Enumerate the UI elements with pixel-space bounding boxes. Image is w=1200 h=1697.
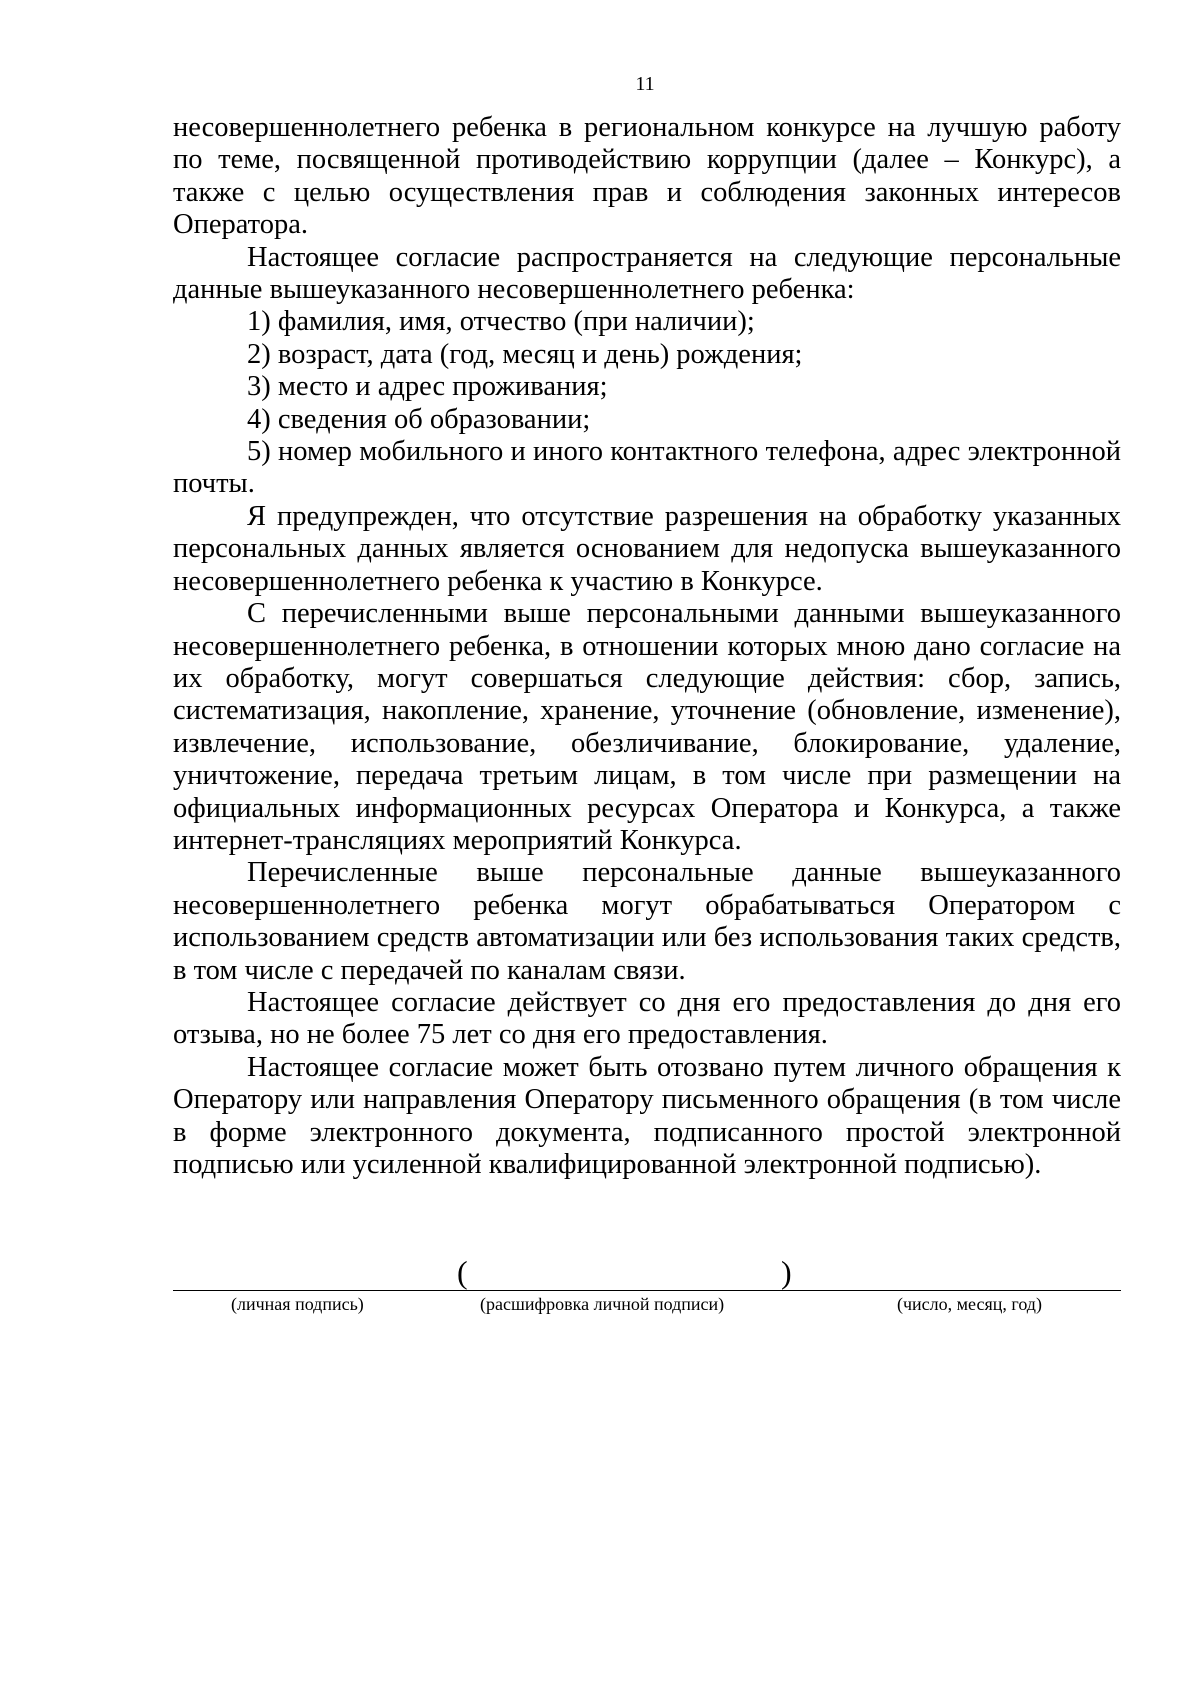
signature-line	[173, 1290, 1121, 1291]
paragraph-revocation: Настоящее согласие может быть отозвано путем личного обращения к Оператору или направления Оператору письменного обращения (в том числе в форме электронного документа, подписанного простой электронной подписью или усиленной квалифицированной электронной подписью).	[173, 1051, 1121, 1180]
transcript-close-paren: )	[781, 1254, 792, 1290]
signature-block	[173, 1254, 1121, 1314]
date-caption: (число, месяц, год)	[897, 1294, 1042, 1314]
list-item-education: 4) сведения об образовании;	[247, 403, 591, 435]
paragraph-purpose: несовершеннолетнего ребенка в региональном конкурсе на лучшую работу по теме, посвященной противодействию коррупции (далее – Конкурс), а также с целью осуществления прав и соблюдения законных интересов Оператора.	[173, 112, 1121, 241]
list-item-address: 3) место и адрес проживания;	[247, 371, 608, 403]
paragraph-actions: С перечисленными выше персональными данными вышеуказанного несовершеннолетнего ребенка, в отношении которых мною дано согласие на их обработку, могут совершаться следующие действия: сбор, запись, систематизация, накопление, хранение, уточнение (обновление, изменение), извлечение, использование, обезличивание, блокирование, удаление, уничтожение, передача третьим лицам, в том числе при размещении на официальных информационных ресурсах Оператора и Конкурса, а также интернет-трансляциях мероприятий Конкурса.	[173, 598, 1121, 856]
list-item-contacts: 5) номер мобильного и иного контактного телефона, адрес электронной почты.	[173, 436, 1121, 500]
document-body	[173, 112, 1121, 1181]
paragraph-scope: Настоящее согласие распространяется на следующие персональные данные вышеуказанного несовершеннолетнего ребенка:	[173, 241, 1121, 306]
paragraph-validity: Настоящее согласие действует со дня его предоставления до дня его отзыва, но не более 75 лет со дня его предоставления.	[173, 986, 1121, 1051]
transcript-open-paren: (	[457, 1254, 468, 1290]
list-item-name: 1) фамилия, имя, отчество (при наличии);	[247, 306, 755, 338]
list-item-birthdate: 2) возраст, дата (год, месяц и день) рождения;	[247, 338, 803, 370]
page-number: 11	[635, 73, 655, 95]
transcript-caption: (расшифровка личной подписи)	[480, 1294, 725, 1314]
paragraph-warning: Я предупрежден, что отсутствие разрешения на обработку указанных персональных данных является основанием для недопуска вышеуказанного несовершеннолетнего ребенка к участию в Конкурсе.	[173, 500, 1121, 597]
paragraph-processing: Перечисленные выше персональные данные вышеуказанного несовершеннолетнего ребенка могут обрабатываться Оператором с использованием средств автоматизации или без использования таких средств, в том числе с передачей по каналам связи.	[173, 857, 1121, 986]
signature-caption: (личная подпись)	[231, 1294, 364, 1314]
